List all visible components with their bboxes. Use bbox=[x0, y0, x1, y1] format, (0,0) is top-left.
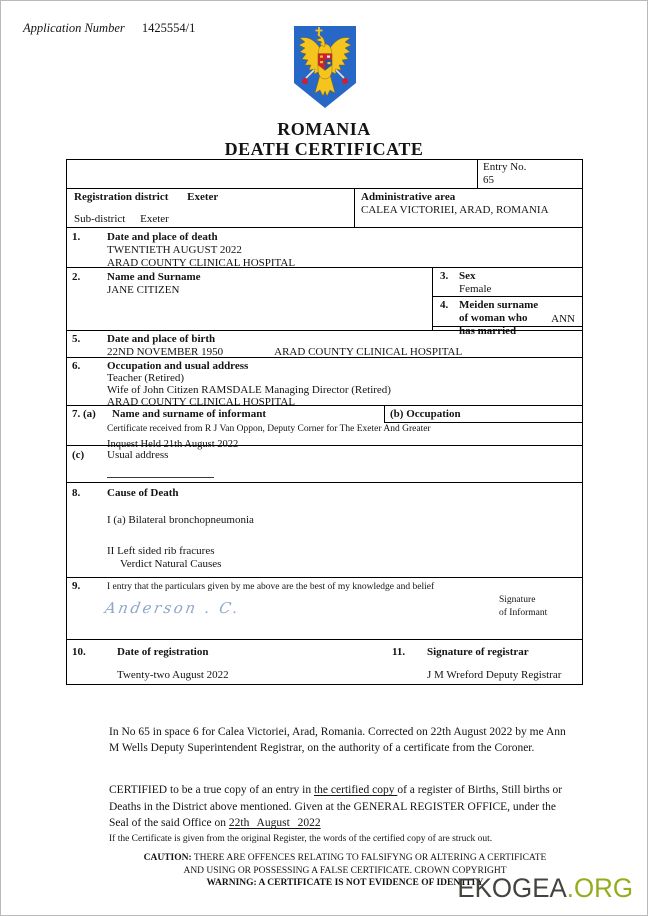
field-label: Date and place of death bbox=[107, 231, 218, 243]
field-usual-address bbox=[67, 445, 582, 482]
signature-of-informant-label: Signature of Informant bbox=[499, 595, 548, 618]
date-of-registration-value: Twenty-two August 2022 bbox=[117, 669, 229, 681]
field-number: 3. bbox=[440, 270, 449, 282]
declaration-statement: I entry that the particulars given by me above are the best of my knowledge and belief bbox=[107, 582, 435, 592]
field-informant bbox=[67, 405, 582, 450]
entry-no-value: 65 bbox=[483, 174, 494, 186]
title-certificate: DEATH CERTIFICATE bbox=[224, 139, 424, 159]
administrative-area-label: Administrative area bbox=[361, 191, 456, 203]
field-sex bbox=[433, 268, 582, 297]
occupation-line3: ARAD COUNTY CLINICAL HOSPITAL bbox=[107, 396, 296, 408]
row-districts bbox=[67, 188, 582, 227]
watermark-name: EKOGEA bbox=[457, 873, 567, 903]
informant-line2: Inquest Held 21th August 2022 bbox=[107, 439, 239, 450]
sub-district bbox=[74, 213, 169, 226]
entry-no-cell bbox=[477, 160, 582, 188]
field-number: 1. bbox=[72, 231, 81, 243]
field-label: Occupation and usual address bbox=[107, 360, 249, 372]
signature-of-registrar-value: J M Wreford Deputy Registrar bbox=[427, 669, 562, 681]
field-label: Cause of Death bbox=[107, 487, 179, 499]
field-label: Date and place of birth bbox=[107, 333, 216, 345]
caution-line2: AND USING OR POSSESSING A FALSE CERTIFICATE. CROWN COPYRIGHT bbox=[183, 865, 507, 876]
field-number: 9. bbox=[72, 580, 81, 592]
sex-maiden-column bbox=[432, 268, 582, 337]
registration-district-label: Registration district bbox=[74, 191, 169, 203]
field-label: Sex bbox=[459, 270, 476, 282]
occupation-b-label: (b) Occupation bbox=[384, 406, 582, 423]
sub-district-label: Sub-district bbox=[74, 213, 126, 225]
ekogea-watermark bbox=[457, 873, 633, 904]
administrative-area-cell bbox=[354, 189, 582, 227]
certified-statement: CERTIFIED to be a true copy of an entry in the certified copy of a register of Births, Still births or Deaths in the District above mentioned. Given at the GENERAL REGISTER OFFICE, under the Seal of the said Office on 22th August 2022 bbox=[109, 784, 563, 829]
death-date-value: TWENTIETH AUGUST 2022 bbox=[107, 244, 242, 256]
title-country: ROMANIA bbox=[277, 119, 371, 139]
field-number: 10. bbox=[72, 646, 86, 658]
field-occupation-address bbox=[67, 357, 582, 408]
field-label-line3: has married bbox=[459, 325, 517, 337]
registration-district-cell bbox=[67, 189, 354, 227]
cause-line3: Verdict Natural Causes bbox=[120, 558, 222, 570]
entry-no-label: Entry No. bbox=[483, 161, 527, 173]
informant-line1: Certificate received from R J Van Oppon, Deputy Corner for The Exeter And Greater bbox=[107, 424, 431, 434]
field-label-line2: of woman who bbox=[459, 312, 528, 324]
application-number-value: 1425554/1 bbox=[141, 21, 196, 35]
field-number: 4. bbox=[440, 299, 449, 311]
certificate-table bbox=[66, 159, 583, 685]
row-name-sex bbox=[67, 267, 582, 337]
row-entry-no bbox=[67, 160, 582, 188]
cause-line2: II Left sided rib fracures bbox=[107, 545, 215, 557]
registration-district-value: Exeter bbox=[187, 191, 219, 203]
field-number: 2. bbox=[72, 271, 81, 283]
field-label: Usual address bbox=[107, 449, 169, 461]
field-date-place-of-birth bbox=[67, 330, 582, 357]
row-registration bbox=[67, 639, 582, 684]
underlined-certified-copy: the certified copy bbox=[313, 784, 398, 796]
field-label-line1: Meiden surname bbox=[459, 299, 539, 311]
maiden-surname-value: ANN bbox=[551, 313, 575, 325]
romania-coat-of-arms-icon bbox=[293, 25, 357, 109]
field-number: 11. bbox=[392, 646, 406, 658]
birth-place-value: ARAD COUNTY CLINICAL HOSPITAL bbox=[274, 346, 463, 358]
birth-date-value: 22ND NOVEMBER 1950 bbox=[107, 346, 224, 358]
blank-answer-line bbox=[107, 477, 214, 478]
field-maiden-surname bbox=[433, 297, 582, 337]
signature-of-registrar-label: Signature of registrar bbox=[427, 646, 529, 658]
date-of-registration-label: Date of registration bbox=[117, 646, 209, 658]
death-place-value: ARAD COUNTY CLINICAL HOSPITAL bbox=[107, 257, 296, 269]
field-number: (c) bbox=[72, 449, 85, 461]
cause-line1: I (a) Bilateral bronchopneumonia bbox=[107, 514, 254, 526]
occupation-line2: Wife of John Citizen RAMSDALE Managing Director (Retired) bbox=[107, 384, 391, 396]
field-label: Name and surname of informant bbox=[112, 408, 266, 420]
caution-label: CAUTION: bbox=[143, 853, 192, 863]
document-title bbox=[1, 119, 647, 159]
caution-block: CAUTION: THERE ARE OFFENCES RELATING TO FALSIFYNG OR ALTERING A CERTIFICATE AND USING OR POSSESSING A FALSE CERTIFICATE. CROWN COPYRIGHT WARNING: A CERTIFICATE IS NOT EVIDENCE OF IDENTITY bbox=[85, 852, 605, 890]
field-number: 8. bbox=[72, 487, 81, 499]
field-cause-of-death bbox=[67, 482, 582, 577]
warning-line: WARNING: A CERTIFICATE IS NOT EVIDENCE OF IDENTITY bbox=[206, 878, 484, 888]
sub-district-value: Exeter bbox=[140, 213, 169, 225]
field-declaration bbox=[67, 577, 582, 639]
field-date-place-of-death bbox=[67, 227, 582, 267]
informant-signature: Anderson . C. bbox=[103, 599, 242, 617]
application-number bbox=[23, 21, 195, 36]
original-register-note: If the Certificate is given from the original Register, the words of the certified copy of are struck out. bbox=[109, 834, 493, 844]
underlined-seal-date: 22th August 2022 bbox=[228, 817, 321, 829]
field-number: 5. bbox=[72, 333, 81, 345]
occupation-line1: Teacher (Retired) bbox=[107, 372, 185, 384]
administrative-area-value: CALEA VICTORIEI, ARAD, ROMANIA bbox=[361, 204, 549, 216]
field-number: 6. bbox=[72, 360, 81, 372]
field-name-surname bbox=[67, 268, 432, 330]
correction-note: In No 65 in space 6 for Calea Victoriei, Arad, Romania. Corrected on 22th August 2022 by me Ann M Wells Deputy Superintendent Registrar, on the authority of a certificate from the Coroner. bbox=[109, 726, 566, 754]
field-label: Name and Surname bbox=[107, 271, 201, 283]
watermark-tld: .ORG bbox=[566, 873, 633, 903]
field-number: 7. (a) bbox=[72, 408, 96, 420]
application-number-label: Application Number bbox=[23, 21, 125, 35]
sex-value: Female bbox=[459, 283, 492, 295]
name-value: JANE CITIZEN bbox=[107, 284, 180, 296]
